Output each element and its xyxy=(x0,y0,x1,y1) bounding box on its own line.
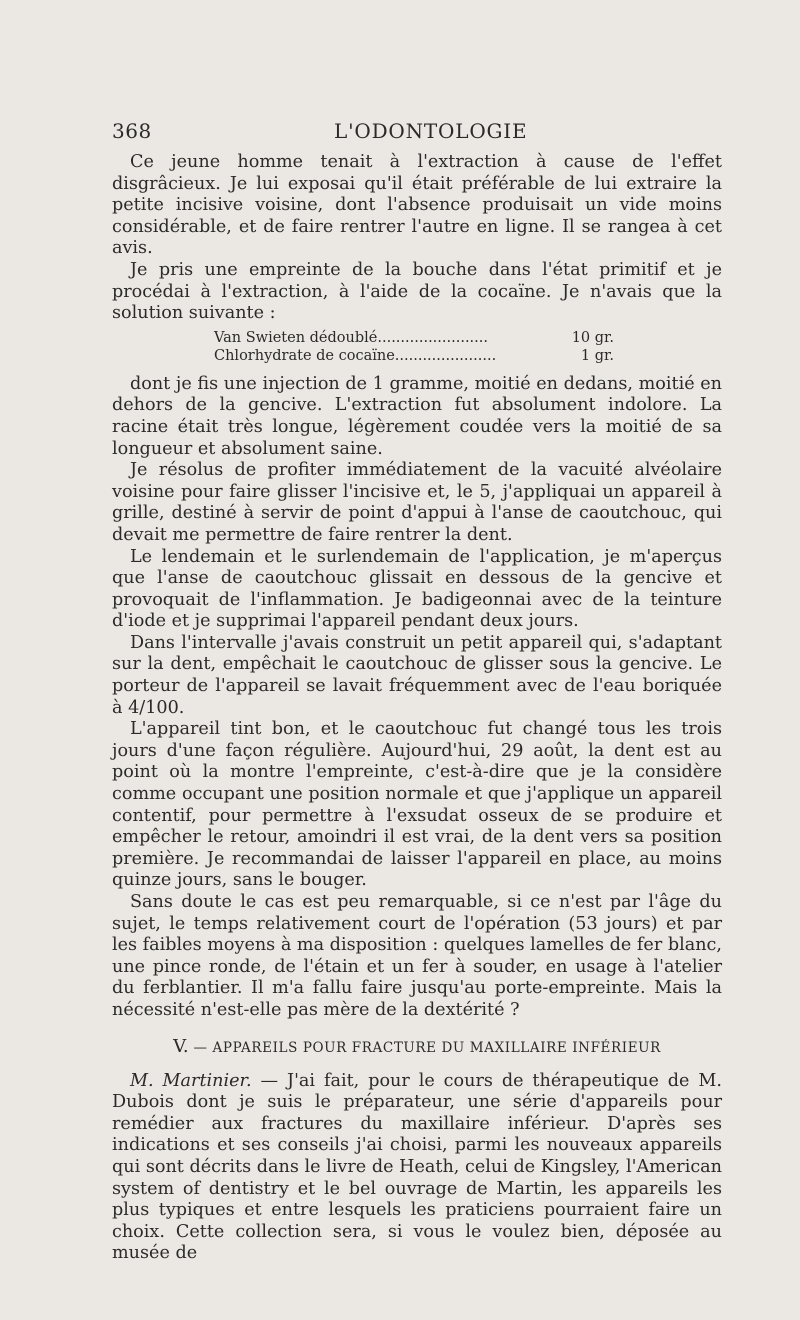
speaker-name: M. Martinier. xyxy=(130,1070,252,1091)
formula-block xyxy=(214,329,614,366)
page-header xyxy=(112,119,722,149)
formula-item: Chlorhydrate de cocaïne...................... xyxy=(214,348,497,365)
section-heading xyxy=(112,1036,722,1059)
formula-quantity: 1 gr. xyxy=(580,348,614,365)
page-number: 368 xyxy=(112,119,152,143)
running-title: L'ODONTOLOGIE xyxy=(334,119,528,143)
body-text xyxy=(112,152,722,1265)
paragraph-5: Le lendemain et le surlendemain de l'application, je m'aperçus que l'anse de caoutchouc glissait en dessous de la gencive et provoquait de l'inflammation. Je badigeonnai avec de la teinture d'iode et je supprimai l'appareil pendant deux jours. xyxy=(112,546,722,632)
paragraph-7: L'appareil tint bon, et le caoutchouc fut changé tous les trois jours d'une façon régulière. Aujourd'hui, 29 août, la dent est au point où la montre l'empreinte, c'est-à-dire que je la considère comme occupant une position normale et que j'applique un appareil contentif, pour permettre à l'exsudat osseux de se produire et empêcher le retour, amoindri il est vrai, de la dent vers sa position première. Je recommandai de laisser l'appareil en place, au moins quinze jours, sans le bouger. xyxy=(112,719,722,891)
section-title: — APPAREILS POUR FRACTURE DU MAXILLAIRE INFÉRIEUR xyxy=(188,1039,661,1056)
paragraph-4: Je résolus de profiter immédiatement de la vacuité alvéolaire voisine pour faire glisser l'incisive et, le 5, j'appliquai un appareil à grille, destiné à servir de point d'appui à l'anse de caoutchouc, qui devait me permettre de faire rentrer la dent. xyxy=(112,460,722,545)
section-numeral: V. xyxy=(173,1035,189,1057)
paragraph-9-text: — J'ai fait, pour le cours de thérapeutique de M. Dubois dont je suis le préparateur, une série d'appareils pour remédier aux fractures du maxillaire inférieur. D'après ses indications et ses conseils j'ai choisi, parmi les nouveaux appareils qui sont décrits dans le livre de Heath, celui de Kingsley, l'American system of dentistry et le bel ouvrage de Martin, les appareils les plus typiques et entre lesquels les praticiens pourraient faire un choix. Cette collection sera, si vous le voulez bien, déposée au musée de xyxy=(112,1070,722,1264)
paragraph-3: dont je fis une injection de 1 gramme, moitié en dedans, moitié en dehors de la gencive. L'extraction fut absolument indolore. La racine était très longue, légèrement coudée vers la moitié de sa longueur et absolument saine. xyxy=(112,373,722,459)
formula-item: Van Swieten dédoublé........................ xyxy=(214,329,488,346)
paragraph-6: Dans l'intervalle j'avais construit un petit appareil qui, s'adaptant sur la dent, empêchait le caoutchouc de glisser sous la gencive. Le porteur de l'appareil se lavait fréquemment avec de l'eau boriquée à 4/100. xyxy=(112,632,722,718)
paragraph-8: Sans doute le cas est peu remarquable, si ce n'est par l'âge du sujet, le temps relativement court de l'opération (53 jours) et par les faibles moyens à ma disposition : quelques lamelles de fer blanc, une pince ronde, de l'étain et un fer à souder, en usage à l'atelier du ferblantier. Il m'a fallu faire jusqu'au porte-empreinte. Mais la nécessité n'est-elle pas mère de la dextérité ? xyxy=(112,892,722,1020)
formula-row xyxy=(214,347,614,366)
formula-row xyxy=(214,329,614,348)
paragraph-9 xyxy=(112,1071,722,1265)
formula-quantity: 10 gr. xyxy=(571,329,614,346)
paragraph-2: Je pris une empreinte de la bouche dans l'état primitif et je procédai à l'extraction, à l'aide de la cocaïne. Je n'avais que la solution suivante : xyxy=(112,259,722,324)
paragraph-1: Ce jeune homme tenait à l'extraction à cause de l'effet disgrâcieux. Je lui exposai qu'il était préférable de lui extraire la petite incisive voisine, dont l'absence produisait un vide moins considérable, et de faire rentrer l'autre en ligne. Il se rangea à cet avis. xyxy=(112,152,722,259)
